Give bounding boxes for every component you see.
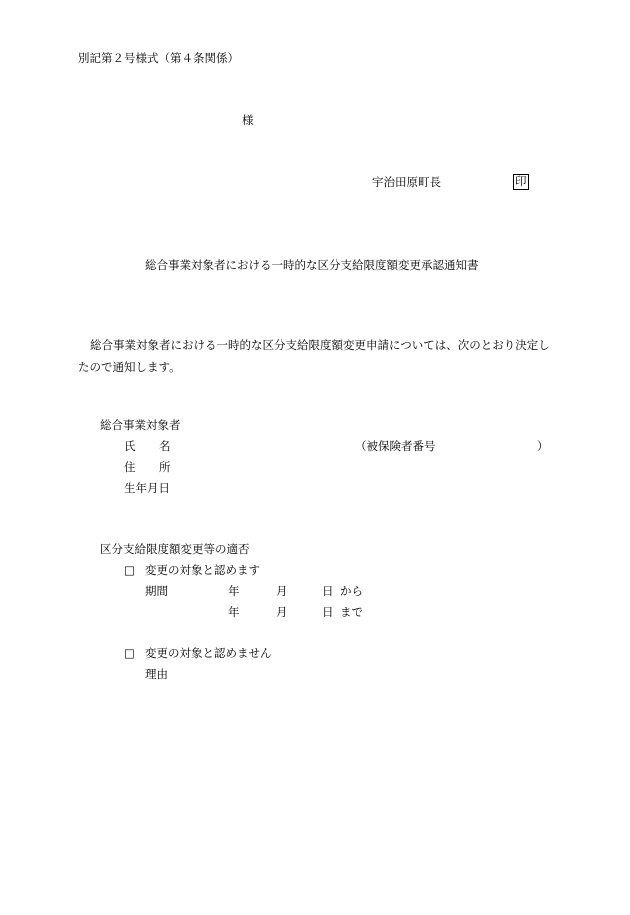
body-text: 総合事業対象者における一時的な区分支給限度額変更申請については、次のとおり決定したので通知します。 — [78, 338, 550, 374]
name-label-1: 氏 — [124, 439, 136, 453]
reject-checkbox[interactable]: □ — [124, 646, 135, 660]
decision-heading: 区分支給限度額変更等の適否 — [100, 542, 250, 556]
name-label-2: 名 — [159, 439, 171, 453]
approve-label: 変更の対象と認めます — [145, 563, 260, 577]
document-title: 総合事業対象者における一時的な区分支給限度額変更承認通知書 — [145, 258, 479, 272]
period-label: 期間 — [145, 584, 168, 598]
reject-label: 変更の対象と認めません — [145, 646, 272, 660]
period-to-year: 年 — [228, 605, 240, 619]
period-from-suffix: から — [340, 584, 363, 598]
subject-heading: 総合事業対象者 — [100, 418, 181, 432]
period-to-day: 日 — [322, 605, 334, 619]
period-from-month: 月 — [276, 584, 288, 598]
issuer-seal — [513, 174, 529, 190]
period-from-year: 年 — [228, 584, 240, 598]
insured-number-close: ） — [537, 439, 549, 453]
period-to-suffix: まで — [340, 605, 363, 619]
period-to-month: 月 — [276, 605, 288, 619]
reason-label: 理由 — [145, 667, 168, 681]
form-label: 別記第２号様式（第４条関係） — [78, 51, 239, 65]
approve-checkbox[interactable]: □ — [124, 563, 135, 577]
seal-mark: 印 — [515, 174, 527, 188]
period-from-day: 日 — [322, 584, 334, 598]
address-label-2: 所 — [159, 460, 171, 474]
issuer-name: 宇治田原町長 — [372, 175, 441, 189]
addressee-honorific: 様 — [242, 113, 254, 127]
insured-number-open: （被保険者番号 — [355, 439, 436, 453]
address-label-1: 住 — [124, 460, 136, 474]
birthdate-label: 生年月日 — [124, 481, 170, 495]
